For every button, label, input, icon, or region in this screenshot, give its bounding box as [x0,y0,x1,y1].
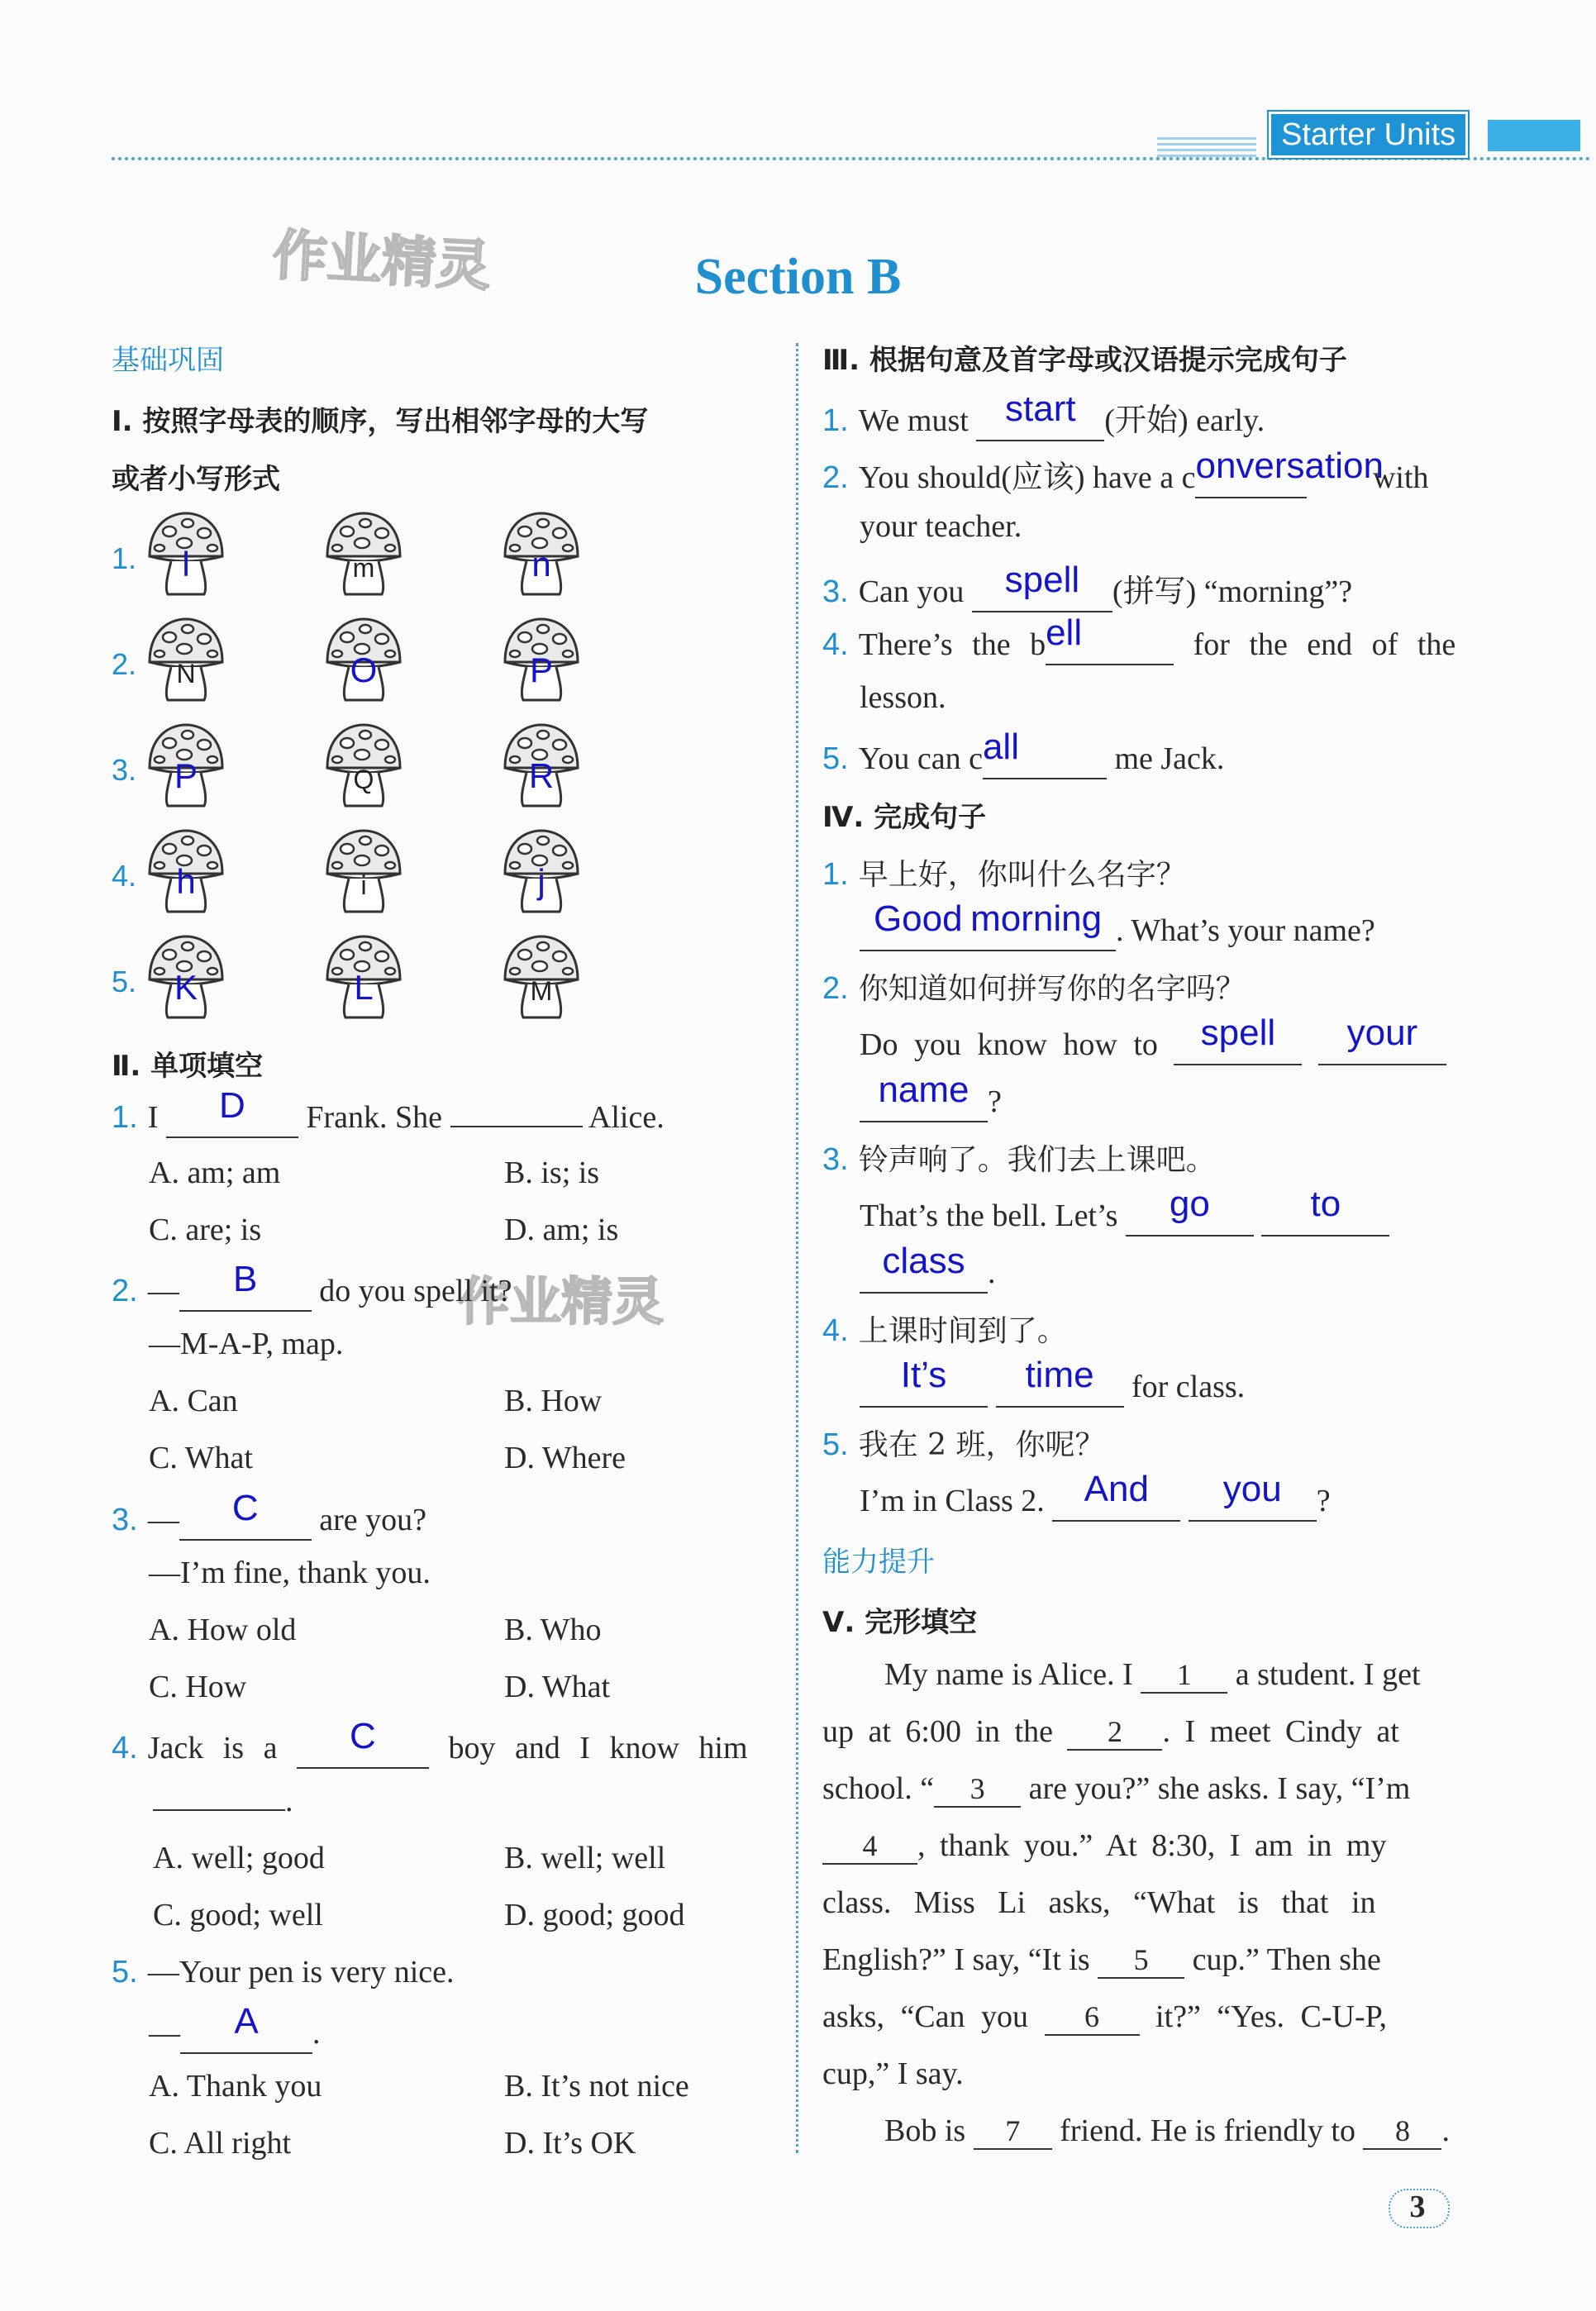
question-row: 4. 上课时间到了。 [822,1313,1067,1348]
question-row: 4. Jack is a C boy and I know him [112,1726,748,1769]
answer-blank[interactable]: spell [972,569,1112,612]
option-d: D. Where [504,1441,626,1475]
part-3-title: Ⅲ. 根据句意及首字母或汉语提示完成句子 [822,344,1347,377]
answer-blank[interactable]: And [1052,1479,1180,1522]
unit-tag: Starter Units [1269,112,1468,158]
mushroom-row-number: 2. [112,647,137,681]
answer-blank[interactable]: spell [1174,1022,1302,1065]
letter-mushroom[interactable] [500,826,583,917]
answer-blank[interactable]: start [976,398,1104,441]
option-b: B. Who [504,1613,602,1647]
answer-blank[interactable]: D [166,1095,298,1138]
column-divider [796,343,798,2153]
question-row: 1. 早上好，你叫什么名字？ [822,857,1186,892]
answer-letter: l [182,545,190,584]
passage-line: English?” I say, “It is 5 cup.” Then she [822,1942,1381,1977]
question-row-cont: I’m in Class 2. And you ? [860,1479,1331,1522]
answer-blank[interactable]: name [860,1079,988,1122]
answer-blank[interactable]: It’s [860,1365,988,1408]
question-row: 5. —Your pen is very nice. [112,1955,455,1989]
passage-line: asks, “Can you 6 it?” “Yes. C-U-P, [822,1999,1388,2034]
answer-blank[interactable]: class [860,1251,988,1294]
letter-mushroom[interactable] [145,508,227,599]
watermark: 作业精灵 [459,1271,665,1332]
answer-blank[interactable]: C [179,1498,312,1541]
cloze-blank[interactable]: 1 [1141,1657,1227,1694]
option-d: D. good; good [504,1898,685,1932]
question-row-cont: Good morning . What’s your name? [860,908,1375,951]
answer-letter: j [537,862,545,901]
answer-blank[interactable]: C [297,1726,429,1769]
mushroom-row-number: 1. [112,541,137,575]
answer-blank[interactable]: all [983,736,1107,779]
answer-blank[interactable]: go [1126,1194,1254,1237]
passage-line: school. “ 3 are you?” she asks. I say, “I’m [822,1771,1411,1806]
letter-mushroom[interactable] [500,720,583,811]
question-row: 4. There’s the bell for the end of the [822,622,1455,665]
given-letter: N [176,659,196,689]
question-row: 2. You should(应该) have a conversation with [822,451,1429,498]
letter-mushroom[interactable] [500,508,583,599]
question-row-cont: . [153,1783,293,1819]
passage-line: cup,” I say. [822,2056,964,2091]
question-row: 2. 你知道如何拼写你的名字吗？ [822,971,1246,1006]
option-a: A. well; good [153,1841,325,1875]
question-row-cont: your teacher. [860,509,1022,544]
letter-mushroom[interactable] [145,826,227,917]
question-row-cont: That’s the bell. Let’s go to [860,1194,1389,1237]
option-c: C. What [149,1441,253,1475]
letter-mushroom [322,720,405,811]
option-c: C. All right [149,2126,292,2161]
answer-blank[interactable]: onversation [1195,455,1307,498]
letter-mushroom[interactable] [500,614,583,705]
cloze-blank[interactable]: 4 [822,1828,917,1865]
answer-blank[interactable] [153,1809,285,1811]
letter-mushroom [500,932,583,1022]
passage-line: 4 , thank you.” At 8:30, I am in my [822,1827,1386,1865]
option-a: A. Can [149,1384,238,1418]
cloze-blank[interactable]: 5 [1098,1942,1184,1979]
part-1-title-cont: 或者小写形式 [112,463,280,496]
question-row: 1. We must start (开始) early. [822,394,1265,441]
answer-letter: P [529,650,553,689]
cloze-blank[interactable]: 7 [974,2113,1052,2150]
question-row-cont: class . [860,1251,996,1294]
header-bar [1488,120,1580,151]
answer-blank[interactable]: time [996,1365,1124,1408]
watermark: 作业精灵 [270,223,493,298]
mushroom-row-number: 5. [112,965,137,998]
dialogue-line: —I’m fine, thank you. [149,1556,431,1590]
option-b: B. is; is [504,1156,600,1190]
option-b: B. It’s not nice [504,2069,689,2104]
option-d: D. What [504,1670,611,1704]
mushroom-row-number: 4. [112,859,137,893]
answer-blank[interactable]: you [1189,1479,1317,1522]
question-row: 5. 我在 2 班，你呢？ [822,1427,1105,1462]
page-title: Section B [694,249,902,305]
passage-line: My name is Alice. I 1 a student. I get [884,1657,1421,1692]
answer-blank[interactable]: B [179,1269,312,1312]
answer-blank[interactable]: to [1261,1194,1389,1237]
answer-blank[interactable] [450,1126,583,1127]
option-c: C. good; well [153,1898,323,1932]
mushroom-row-number: 3. [112,753,137,787]
passage-line: class. Miss Li asks, “What is that in [822,1885,1376,1920]
question-row-cont: name ? [860,1079,1002,1122]
passage-line: up at 6:00 in the 2 . I meet Cindy at [822,1714,1399,1749]
option-c: C. How [149,1670,247,1704]
part-5-title: Ⅴ. 完形填空 [822,1606,978,1639]
passage-line: Bob is 7 friend. He is friendly to 8 . [884,2113,1450,2148]
option-d: D. It’s OK [504,2126,636,2161]
question-row: 1. I D Frank. She Alice. [112,1095,665,1138]
question-row: 3. 铃声响了。我们去上课吧。 [822,1142,1216,1177]
page-number: 3 [1372,2182,1463,2232]
part-4-title: Ⅳ. 完成句子 [822,801,987,834]
given-letter: i [360,870,367,900]
option-b: B. well; well [504,1841,666,1875]
question-row: 2. — B do you spell it? [112,1269,512,1312]
header-decoration [1157,137,1256,157]
given-letter: M [530,976,553,1006]
given-letter: m [352,553,375,583]
part-2-title: Ⅱ. 单项填空 [112,1050,264,1083]
letter-mushroom [322,826,405,917]
question-row: 3. — C are you? [112,1498,426,1541]
answer-letter: n [531,545,551,584]
answer-letter: h [176,862,196,901]
question-row-cont: Do you know how to spell your [860,1022,1446,1065]
answer-letter: R [528,756,555,795]
category-label: 能力提升 [822,1546,935,1579]
answer-blank[interactable]: Good morning [860,908,1116,951]
part-1-title: Ⅰ. 按照字母表的顺序，写出相邻字母的大写 [112,405,649,438]
letter-mushroom [322,508,405,599]
answer-blank[interactable]: ell [1046,622,1174,665]
option-a: A. How old [149,1613,297,1647]
cloze-blank[interactable]: 6 [1045,1999,1140,2036]
cloze-blank[interactable]: 3 [934,1771,1021,1808]
answer-letter: O [350,650,378,689]
option-c: C. are; is [149,1213,262,1247]
letter-mushroom[interactable] [322,932,405,1022]
question-row-cont: lesson. [860,680,946,715]
question-row: 3. Can you spell (拼写) “morning”? [822,565,1352,612]
option-a: A. Thank you [149,2069,322,2104]
option-b: B. How [504,1384,603,1418]
category-label: 基础巩固 [112,344,224,377]
answer-letter: L [354,968,374,1007]
question-row: 5. You can call me Jack. [822,736,1224,779]
answer-letter: P [174,756,198,795]
answer-blank[interactable]: your [1318,1022,1446,1065]
answer-blank[interactable]: A [180,2011,312,2054]
question-row-cont: — A . [149,2011,321,2054]
option-a: A. am; am [149,1156,281,1190]
letter-mushroom[interactable] [322,614,405,705]
dialogue-line: —M-A-P, map. [149,1327,344,1361]
option-d: D. am; is [504,1213,619,1247]
answer-letter: K [174,968,198,1007]
letter-mushroom [145,614,227,705]
cloze-blank[interactable]: 8 [1363,2113,1441,2150]
question-row-cont: It’s time for class. [860,1365,1245,1408]
given-letter: Q [353,765,374,794]
letter-mushroom[interactable] [145,720,227,811]
letter-mushroom[interactable] [145,932,227,1022]
cloze-blank[interactable]: 2 [1067,1714,1162,1751]
